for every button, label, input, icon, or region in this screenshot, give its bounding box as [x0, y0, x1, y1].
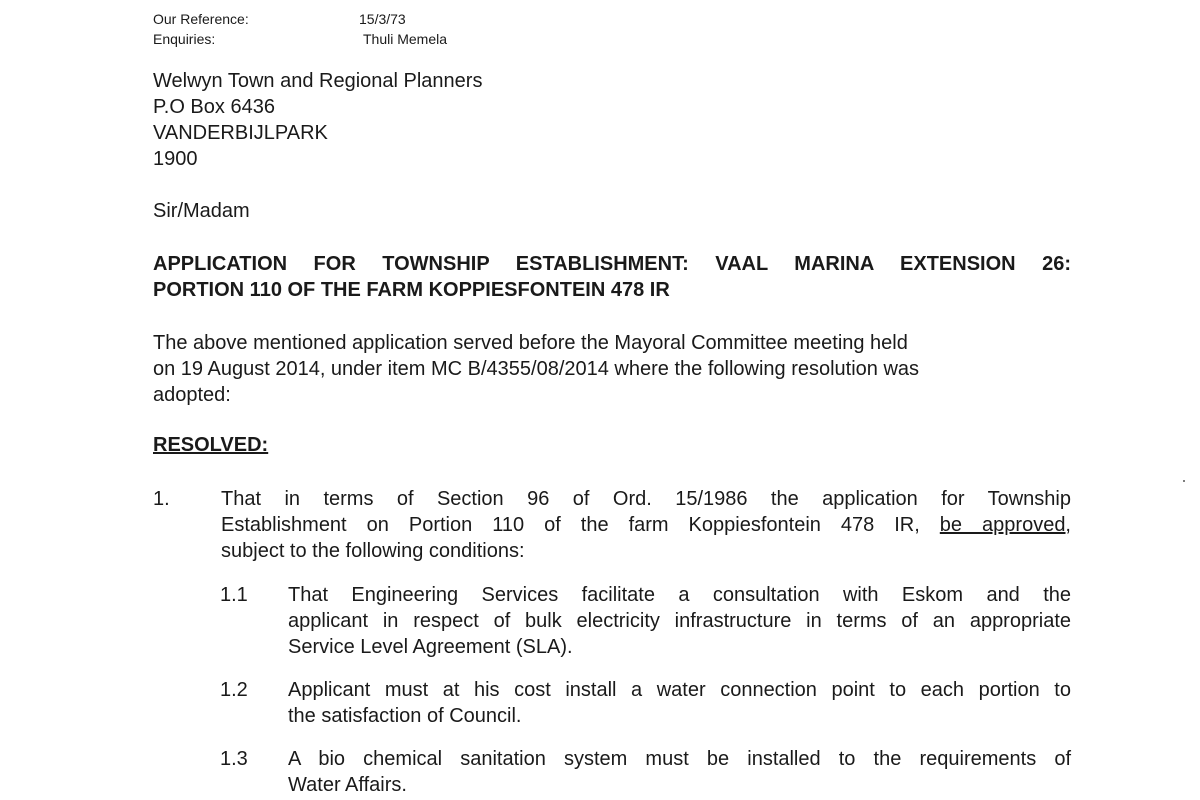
- condition-line-2: the satisfaction of Council.: [288, 705, 522, 727]
- item-line-2-text: Establishment on Portion 110 of the farm Koppiesfontein 478 IR,: [221, 514, 920, 536]
- intro-paragraph: [153, 330, 1053, 408]
- subject-heading: [153, 251, 1071, 303]
- intro-line-1: The above mentioned application served before the Mayoral Committee meeting held: [153, 332, 908, 354]
- scan-speck: [1183, 480, 1185, 482]
- salutation: Sir/Madam: [153, 200, 250, 222]
- subject-line-2: PORTION 110 OF THE FARM KOPPIESFONTEIN 478 IR: [153, 279, 670, 301]
- item-number: 1.: [153, 488, 170, 510]
- intro-line-2: on 19 August 2014, under item MC B/4355/08/2014 where the following resolution was: [153, 358, 920, 380]
- enquiries-value: Thuli Memela: [363, 31, 448, 47]
- condition-line-2: applicant in respect of bulk electricity infrastructure in terms of an appropriate: [288, 610, 1071, 632]
- address-line-3: VANDERBIJLPARK: [153, 122, 328, 144]
- condition-line-1: A bio chemical sanitation system must be installed to the requirements of: [288, 748, 1071, 770]
- our-reference-value: 15/3/73: [359, 11, 406, 27]
- condition-line-1: Applicant must at his cost install a water connection point to each portion to: [288, 679, 1071, 701]
- enquiries-label: Enquiries:: [153, 31, 216, 47]
- condition-text: [288, 746, 1071, 798]
- resolved-heading: RESOLVED:: [153, 434, 269, 456]
- condition-line-3: Service Level Agreement (SLA).: [288, 636, 573, 658]
- item-line-3: subject to the following conditions:: [221, 540, 525, 562]
- reference-block: [153, 9, 447, 49]
- address-line-2: P.O Box 6436: [153, 96, 275, 118]
- our-reference-row: [153, 9, 447, 29]
- item-text: [221, 486, 1071, 564]
- recipient-address: [153, 68, 482, 172]
- item-line-2: [221, 512, 1071, 538]
- condition-text: [288, 582, 1071, 660]
- address-line-1: Welwyn Town and Regional Planners: [153, 70, 483, 92]
- intro-line-3: adopted:: [153, 384, 231, 406]
- condition-number: 1.2: [220, 679, 248, 701]
- our-reference-label: Our Reference:: [153, 11, 249, 27]
- condition-line-2: Water Affairs.: [288, 774, 407, 796]
- approval-phrase: be approved,: [939, 514, 1071, 536]
- condition-number: 1.3: [220, 748, 248, 770]
- condition-number: 1.1: [220, 584, 248, 606]
- enquiries-row: [153, 29, 447, 49]
- condition-text: [288, 677, 1071, 729]
- condition-line-1: That Engineering Services facilitate a consultation with Eskom and the: [288, 584, 1071, 606]
- address-line-4: 1900: [153, 148, 198, 170]
- item-line-1: That in terms of Section 96 of Ord. 15/1986 the application for Township: [221, 488, 1071, 510]
- subject-line-1: APPLICATION FOR TOWNSHIP ESTABLISHMENT: VAAL MARINA EXTENSION 26:: [153, 253, 1071, 275]
